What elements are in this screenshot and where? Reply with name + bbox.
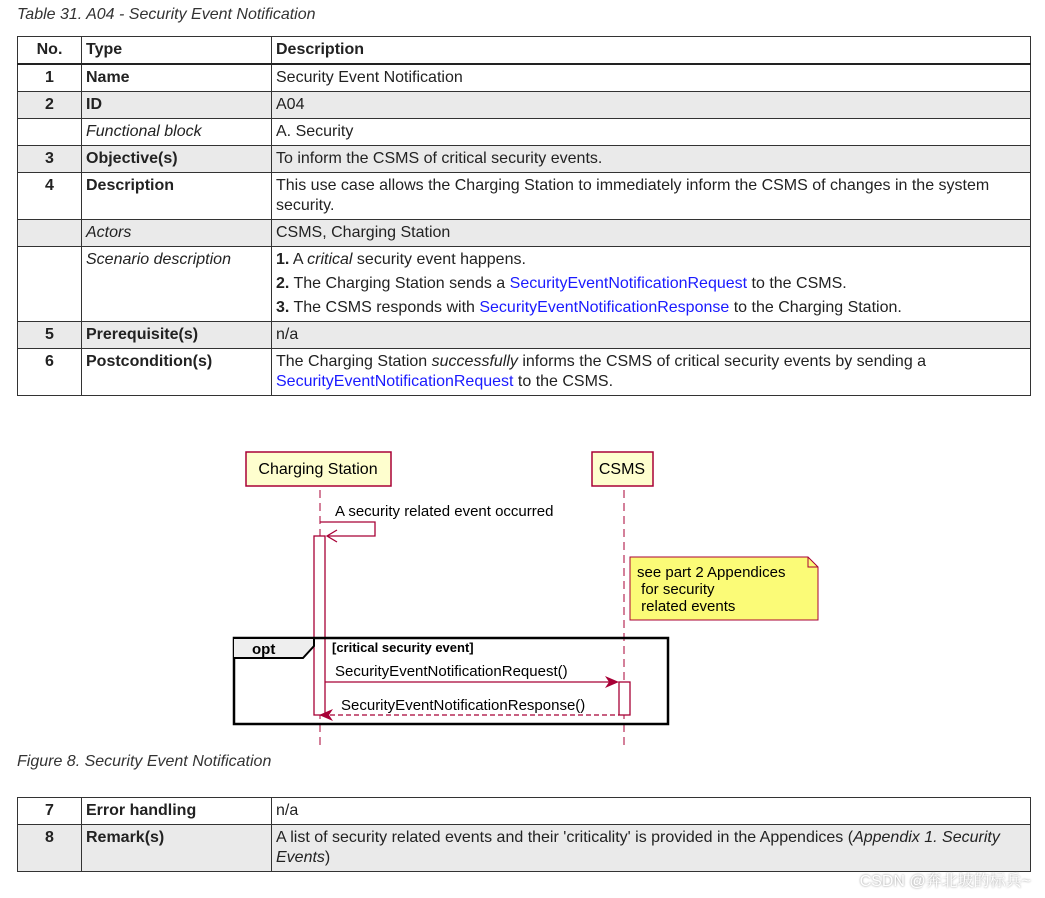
row-type: ID xyxy=(82,92,272,119)
row-number: 1 xyxy=(18,64,82,92)
text-segment: successfully xyxy=(431,353,518,370)
activation-csms xyxy=(619,682,630,715)
row-type: Error handling xyxy=(82,798,272,825)
text-segment: CSMS, Charging Station xyxy=(276,224,451,241)
text-segment: n/a xyxy=(276,802,299,819)
text-segment: to the Charging Station. xyxy=(729,299,902,316)
row-type: Scenario description xyxy=(82,247,272,322)
header-type: Type xyxy=(82,37,272,65)
figure-caption: Figure 8. Security Event Notification xyxy=(17,753,272,770)
row-number: 8 xyxy=(18,825,82,872)
text-segment: Appendix 1. Security Events xyxy=(276,829,1000,866)
row-number: 6 xyxy=(18,349,82,396)
text-segment: ) xyxy=(324,849,331,866)
text-segment: 3. xyxy=(276,299,290,316)
row-type: Prerequisite(s) xyxy=(82,322,272,349)
text-segment: critical xyxy=(307,251,353,268)
row-type: Name xyxy=(82,64,272,92)
text-segment: A04 xyxy=(276,96,305,113)
message-link[interactable]: SecurityEventNotificationRequest xyxy=(509,275,748,292)
row-number: 7 xyxy=(18,798,82,825)
text-segment: To inform the CSMS of critical security events. xyxy=(276,150,603,167)
participant-csms-label: CSMS xyxy=(598,461,646,478)
row-description xyxy=(272,825,1031,872)
use-case-table-continued xyxy=(17,797,1031,872)
text-segment: informs the CSMS of critical security events by sending a xyxy=(517,353,927,370)
text-segment: The Charging Station sends a xyxy=(289,275,510,292)
row-type: Remark(s) xyxy=(82,825,272,872)
text-segment: The CSMS responds with xyxy=(289,299,480,316)
row-number: 2 xyxy=(18,92,82,119)
table-row xyxy=(18,798,1031,825)
row-description xyxy=(272,798,1031,825)
text-segment: to the CSMS. xyxy=(747,275,847,292)
request-label: SecurityEventNotificationRequest() xyxy=(335,663,568,680)
participant-charging-station-label: Charging Station xyxy=(258,461,378,478)
self-message-label: A security related event occurred xyxy=(335,503,554,520)
opt-condition: [critical security event] xyxy=(332,640,474,655)
row-number: 5 xyxy=(18,322,82,349)
text-segment: 2. xyxy=(276,275,290,292)
row-type: Description xyxy=(82,173,272,220)
opt-label: opt xyxy=(252,641,276,658)
activation-charging-station xyxy=(314,536,325,715)
text-segment: The Charging Station xyxy=(276,353,432,370)
table-row xyxy=(18,825,1031,872)
text-segment: security event happens. xyxy=(352,251,526,268)
self-message-arrow xyxy=(320,522,375,536)
header-no: No. xyxy=(18,37,82,65)
text-segment: A xyxy=(289,251,308,268)
message-link[interactable]: SecurityEventNotificationRequest xyxy=(276,373,514,390)
text-segment: to the CSMS. xyxy=(513,373,614,390)
text-segment: A. Security xyxy=(276,123,354,140)
row-type: Functional block xyxy=(82,119,272,146)
row-type: Actors xyxy=(82,220,272,247)
text-segment: n/a xyxy=(276,326,299,343)
row-type: Objective(s) xyxy=(82,146,272,173)
row-number: 4 xyxy=(18,173,82,220)
row-type: Postcondition(s) xyxy=(82,349,272,396)
text-segment: A list of security related events and their 'criticality' is provided in the Appendices ( xyxy=(276,829,854,846)
row-number: 3 xyxy=(18,146,82,173)
table-caption: Table 31. A04 - Security Event Notification xyxy=(17,6,316,23)
watermark: CSDN @奔北坡的标兵~ xyxy=(859,873,1031,890)
note-text: see part 2 Appendices for security related events xyxy=(637,564,786,615)
header-description: Description xyxy=(272,37,1031,65)
response-label: SecurityEventNotificationResponse() xyxy=(341,697,586,714)
text-segment: Security Event Notification xyxy=(276,69,463,86)
message-link[interactable]: SecurityEventNotificationResponse xyxy=(479,299,730,316)
text-segment: This use case allows the Charging Station to immediately inform the CSMS of changes in the system security. xyxy=(276,177,990,214)
text-segment: 1. xyxy=(276,251,290,268)
